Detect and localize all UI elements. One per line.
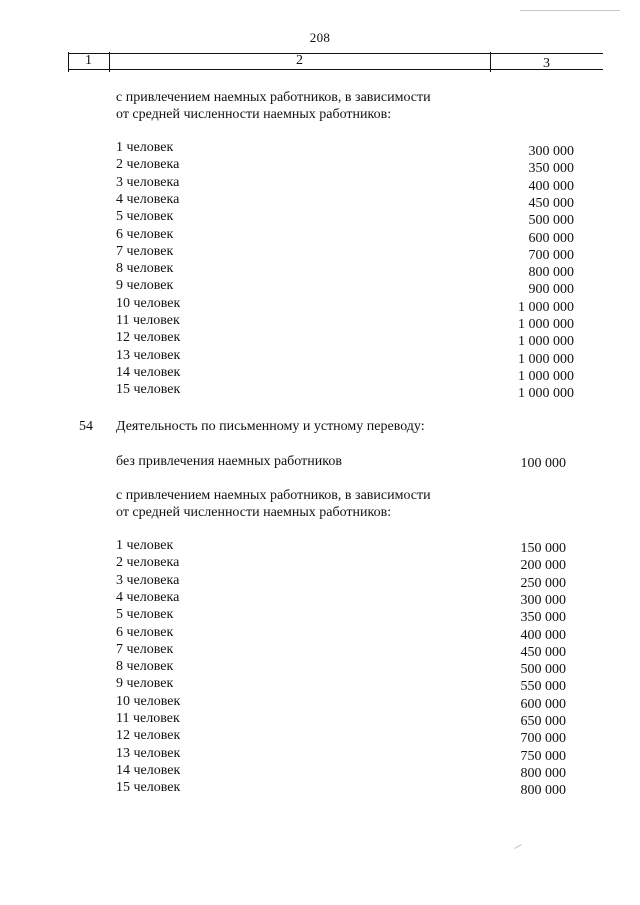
section1-row-value: 800 000 (528, 265, 574, 281)
item54-row-label: 9 человек (116, 676, 174, 692)
section1-row-label: 13 человек (116, 347, 181, 363)
item54-row-label: 7 человек (116, 641, 174, 657)
section1-intro-line: с привлечением наемных работников, в зависимости (116, 90, 431, 105)
table-header-col-2: 2 (296, 53, 303, 68)
item54-row-value: 350 000 (520, 610, 566, 626)
section1-row-label: 8 человек (116, 261, 174, 277)
item54-row-value: 200 000 (520, 558, 566, 574)
page-number: 208 (309, 30, 331, 45)
section1-row-value: 1 000 000 (518, 334, 574, 350)
no-workers-label: без привлечения наемных работников (116, 454, 342, 469)
item54-row-value: 800 000 (520, 783, 566, 799)
item54-row-label: 10 человек (116, 693, 181, 709)
section1-row-value: 300 000 (528, 144, 574, 159)
item54-row-value: 800 000 (520, 765, 566, 781)
section1-row-label: 11 человек (116, 313, 180, 328)
item54-intro-line: от средней численности наемных работников: (116, 505, 392, 520)
table-header-col-3: 3 (543, 56, 550, 71)
item54-row-label: 12 человек (116, 728, 181, 744)
section1-row-value: 1 000 000 (518, 317, 574, 332)
item54-row-label: 4 человека (116, 589, 180, 605)
item-title: Деятельность по письменному и устному переводу: (116, 419, 425, 434)
item54-row-label: 6 человек (116, 624, 174, 640)
section1-row-value: 1 000 000 (518, 386, 574, 402)
item54-row-label: 11 человек (116, 711, 180, 726)
item54-row-value: 550 000 (520, 679, 566, 695)
section1-row-label: 2 человека (116, 157, 180, 173)
item54-row-value: 300 000 (520, 592, 566, 608)
item54-row-label: 1 человек (116, 538, 174, 553)
section1-row-value: 1 000 000 (518, 351, 574, 367)
section1-row-value: 450 000 (528, 195, 574, 211)
section1-row-label: 4 человека (116, 191, 180, 207)
section1-row-value: 400 000 (528, 178, 574, 194)
item54-row-value: 500 000 (520, 662, 566, 678)
section1-row-label: 7 человек (116, 243, 174, 259)
section1-row-label: 1 человек (116, 140, 174, 155)
item54-row-value: 700 000 (520, 731, 566, 747)
item54-row-value: 600 000 (520, 696, 566, 712)
section1-row-label: 6 человек (116, 226, 174, 242)
item54-row-label: 13 человек (116, 745, 181, 761)
item54-row-value: 150 000 (520, 541, 566, 556)
item54-row-value: 250 000 (520, 575, 566, 591)
section1-row-label: 3 человека (116, 174, 180, 190)
item54-row-label: 5 человек (116, 607, 174, 623)
section1-row-label: 15 человек (116, 382, 181, 398)
section1-row-value: 1 000 000 (518, 368, 574, 384)
table-header (68, 50, 603, 70)
item54-row-label: 15 человек (116, 780, 181, 796)
table-header-col-1: 1 (85, 53, 92, 68)
section1-row-label: 14 человек (116, 364, 181, 380)
item54-row-value: 400 000 (520, 627, 566, 643)
section1-row-label: 12 человек (116, 330, 181, 346)
item54-row-value: 650 000 (520, 714, 566, 729)
item54-row-label: 8 человек (116, 659, 174, 675)
item54-row-label: 14 человек (116, 762, 181, 778)
item54-row-value: 750 000 (520, 748, 566, 764)
section1-row-value: 700 000 (528, 247, 574, 263)
section1-row-label: 9 человек (116, 278, 174, 294)
scan-artifact (514, 844, 521, 849)
section1-row-value: 1 000 000 (518, 299, 574, 315)
section1-row-value: 500 000 (528, 213, 574, 229)
section1-row-label: 5 человек (116, 209, 174, 225)
item-number: 54 (79, 419, 93, 434)
no-workers-value: 100 000 (520, 456, 566, 471)
section1-intro-line: от средней численности наемных работников: (116, 107, 392, 122)
item54-row-label: 2 человека (116, 555, 180, 571)
section1-row-value: 900 000 (528, 282, 574, 298)
section1-row-label: 10 человек (116, 295, 181, 311)
section1-row-value: 600 000 (528, 230, 574, 246)
item54-row-value: 450 000 (520, 644, 566, 660)
item54-intro-line: с привлечением наемных работников, в зависимости (116, 488, 431, 503)
item54-row-label: 3 человека (116, 572, 180, 588)
section1-row-value: 350 000 (528, 161, 574, 177)
scan-edge-mark (520, 10, 620, 11)
